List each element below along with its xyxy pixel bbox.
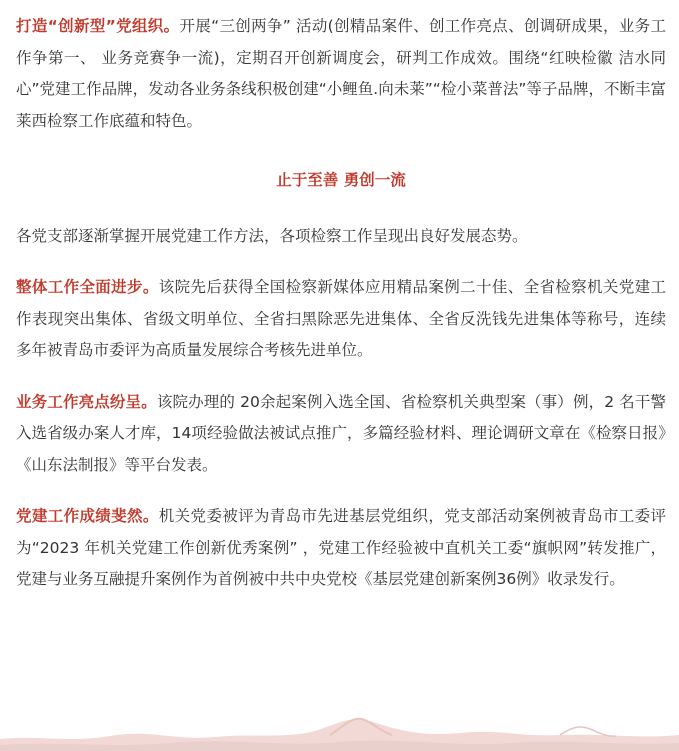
paragraph-overall-progress bbox=[16, 272, 666, 367]
paragraph-text: 该院先后获得全国检察新媒体应用精品案例二十佳、全省检察机关党建工作表现突出集体、省级文明单位、全省扫黑除恶先进集体、全省反洗钱先进集体等称号，连续多年被青岛市委评为高质量发展综合考核先进单位。 bbox=[16, 278, 666, 359]
mountain-wave-decoration bbox=[0, 691, 679, 751]
paragraph-text: 该院办理的 20余起案例入选全国、省检察机关典型案（事）例，2 名干警入选省级办案人才库，14项经验做法被试点推广，多篇经验材料、理论调研文章在《检察日报》《山东法制报》等平台发表。 bbox=[16, 392, 666, 474]
paragraph-business-highlights bbox=[16, 387, 666, 482]
article-body bbox=[16, 11, 666, 596]
paragraph-innovative-party bbox=[16, 11, 666, 137]
section-title: 止于至善 勇创一流 bbox=[276, 171, 406, 189]
paragraph-lead: 业务工作亮点纷呈。 bbox=[16, 392, 157, 411]
paragraph-lead: 整体工作全面进步。 bbox=[16, 278, 159, 296]
paragraph-party-achievements bbox=[16, 501, 666, 596]
intro-paragraph: 各党支部逐渐掌握开展党建工作方法，各项检察工作呈现出良好发展态势。 bbox=[16, 226, 528, 245]
paragraph-text: 开展“三创两争” 活动(创精品案件、创工作亮点、创调研成果，业务工作争第一、 业务竞赛争一流)，定期召开创新调度会，研判工作成效。围绕“红映检徽 洁水同心”党建工作品牌，发动各业务条线积极创建“小鲤鱼.向未莱”“检小菜普法”等子品牌，不断丰富莱西检察工作底蕴和特色。 bbox=[16, 17, 666, 130]
paragraph-lead: 打造“创新型”党组织。 bbox=[16, 17, 180, 35]
paragraph-text: 机关党委被评为青岛市先进基层党组织，党支部活动案例被青岛市工委评为“2023 年机关党建工作创新优秀案例” ，党建工作经验被中直机关工委“旗帜网”转发推广，党建与业务互融提升案例作为首例被中共中央党校《基层党建创新案例36例》收录发行。 bbox=[16, 507, 666, 588]
paragraph-lead: 党建工作成绩斐然。 bbox=[16, 507, 159, 525]
